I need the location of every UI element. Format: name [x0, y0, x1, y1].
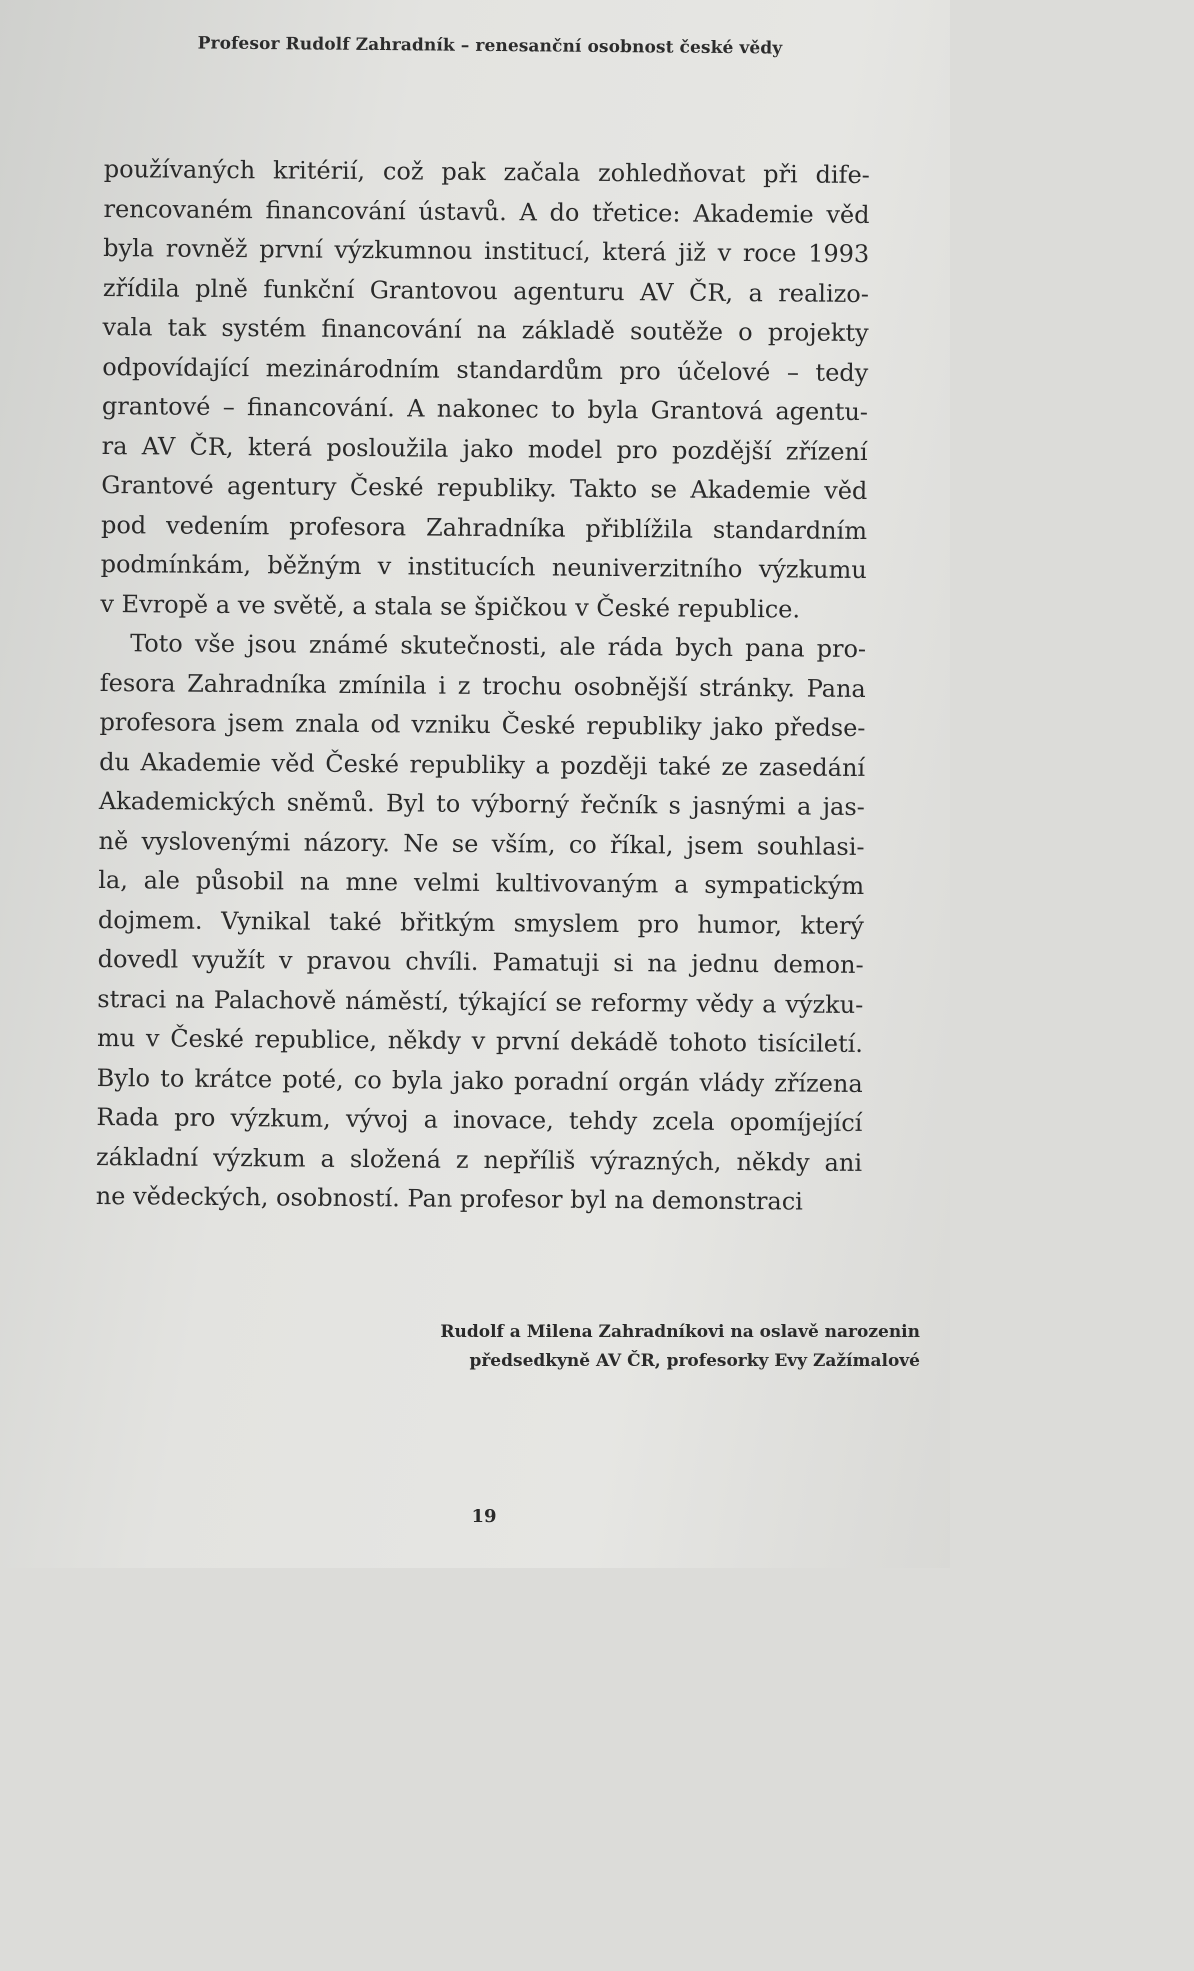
- page-number: 19: [471, 1506, 497, 1527]
- text-line: zřídila plně funkční Grantovou agenturu AV ČR, a realizo-: [102, 273, 870, 308]
- text-line: používaných kritérií, což pak začala zohledňovat při dife-: [103, 154, 870, 190]
- running-head: Profesor Rudolf Zahradník – renesanční osobnost české vědy: [197, 33, 783, 59]
- text-line: Bylo to krátce poté, co byla jako poradní orgán vlády zřízena: [96, 1063, 863, 1098]
- text-line: Grantové agentury České republiky. Takto se Akademie věd: [101, 470, 868, 506]
- text-line: vala tak systém financování na základě soutěže o projekty: [102, 312, 869, 348]
- text-line: grantové – financování. A nakonec to byla Grantová agentu-: [101, 391, 869, 427]
- text-line: fesora Zahradníka zmínila i z trochu osobnější stránky. Pana: [99, 668, 866, 703]
- body-text: [96, 150, 870, 1222]
- text-line: Akademických sněmů. Byl to výborný řečník s jasnými a jas-: [98, 786, 865, 821]
- text-line: straci na Palachově náměstí, týkající se reformy vědy a výzku-: [97, 984, 864, 1019]
- text-line: pod vedením profesora Zahradníka přiblížila standardním: [100, 510, 868, 545]
- text-line: ra AV ČR, která posloužila jako model pro pozdější zřízení: [101, 431, 868, 466]
- text-line: Rada pro výzkum, vývoj a inovace, tehdy zcela opomíjející: [96, 1102, 863, 1137]
- text-line: du Akademie věd České republiky a později také ze zasedání: [99, 747, 866, 782]
- text-line: ně vyslovenými názory. Ne se vším, co říkal, jsem souhlasi-: [98, 826, 865, 861]
- caption-line: předsedkyně AV ČR, profesorky Evy Zažímalové: [469, 1351, 920, 1371]
- text-line: dovedl využít v pravou chvíli. Pamatuji si na jednu demon-: [97, 944, 864, 979]
- text-line: profesora jsem znala od vzniku České republiky jako předse-: [99, 707, 866, 742]
- text-line: byla rovněž první výzkumnou institucí, která již v roce 1993: [103, 233, 870, 269]
- text-line: odpovídající mezinárodním standardům pro účelové – tedy: [102, 352, 869, 387]
- paragraph-start-line: Toto vše jsou známé skutečnosti, ale ráda bych pana pro-: [130, 629, 867, 664]
- text-line: dojmem. Vynikal také břitkým smyslem pro humor, který: [97, 905, 865, 940]
- text-line: v Evropě a ve světě, a stala se špičkou v České republice.: [100, 589, 801, 623]
- text-line: la, ale působil na mne velmi kultivovaným a sympatickým: [98, 865, 865, 900]
- caption-line: Rudolf a Milena Zahradníkovi na oslavě narozenin: [440, 1322, 920, 1342]
- text-line: rencovaném financování ústavů. A do třetice: Akademie věd: [103, 194, 870, 229]
- text-line: podmínkám, běžným v institucích neuniverzitního výzkumu: [100, 549, 867, 585]
- text-line: ne vědeckých, osobností. Pan profesor byl na demonstraci: [95, 1181, 803, 1216]
- text-line: mu v České republice, někdy v první dekádě tohoto tisíciletí.: [96, 1023, 864, 1058]
- photo-caption: [300, 1318, 920, 1376]
- text-line: základní výzkum a složená z nepříliš výrazných, někdy ani: [95, 1142, 863, 1177]
